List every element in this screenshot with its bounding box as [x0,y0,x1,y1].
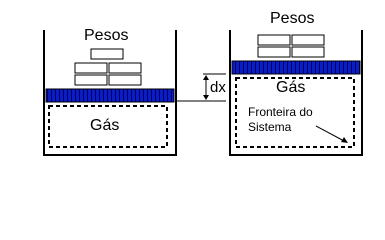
right-gas-label: Gás [276,79,306,96]
boundary-pointer [316,126,348,143]
left-weights-stack [75,49,141,85]
weight-brick [258,35,290,45]
weight-brick [292,35,324,45]
left-gas-label: Gás [90,117,120,134]
right-weights-stack [258,35,324,57]
left-weights-label: Pesos [84,27,129,44]
weight-brick [109,63,141,73]
weight-brick [258,47,290,57]
weight-brick [75,63,107,73]
boundary-pointer-line [316,126,346,142]
dx-label: dx [210,79,226,96]
right-piston [232,61,360,74]
weight-brick [109,75,141,85]
right-weights-label: Pesos [270,10,315,27]
weight-brick [292,47,324,57]
system-boundary-label-line2: Sistema [248,120,292,134]
left-piston [46,89,174,102]
dx-arrow-head-down [203,95,209,100]
weight-brick [91,49,123,59]
weight-brick [75,75,107,85]
system-boundary-label-line1: Fronteira do [248,105,313,119]
dx-arrow-head-up [203,75,209,80]
